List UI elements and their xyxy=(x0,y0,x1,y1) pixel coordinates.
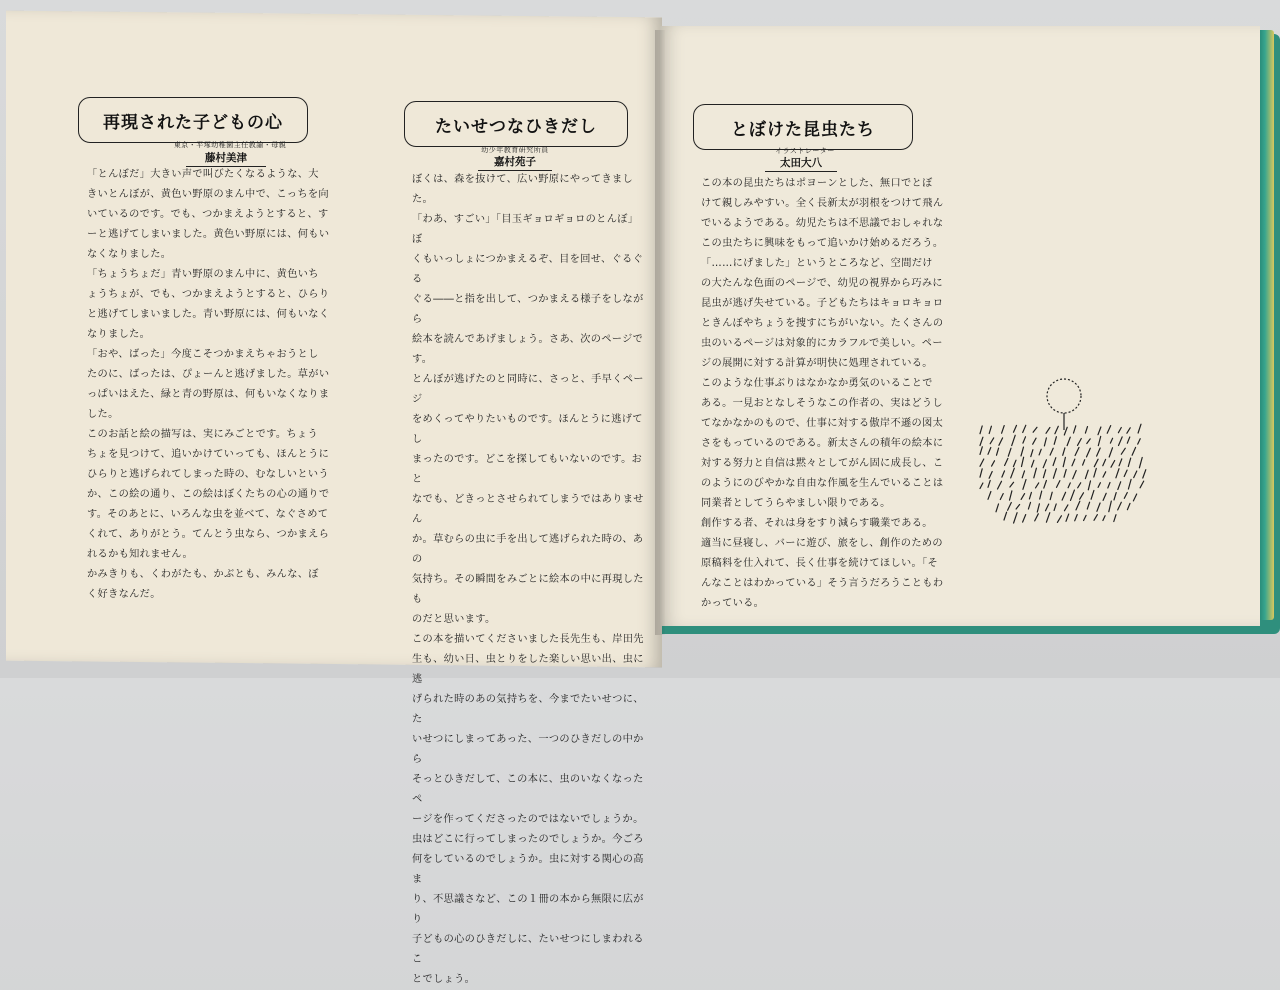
grass-stroke xyxy=(1091,491,1094,500)
grass-stroke xyxy=(1078,483,1081,488)
article-2-line: 子どもの心のひきだしに、たいせつにしまわれるこ xyxy=(412,934,644,965)
article-3-line: 虫のいるページは対象的にカラフルで美しい。ペー xyxy=(701,338,943,349)
grass-stroke xyxy=(1138,439,1141,444)
article-2-line: 虫はどこに行ってしまったのでしょうか。今ごろ xyxy=(412,834,644,845)
article-1-line: ちょを見つけて、追いかけていっても、ほんとうに xyxy=(87,449,330,460)
grass-stroke xyxy=(1023,425,1026,432)
grass-stroke xyxy=(1075,515,1078,521)
grass-stroke xyxy=(1132,447,1136,455)
grass-stroke xyxy=(1083,460,1085,465)
grass-stroke xyxy=(997,448,999,455)
grass-stroke xyxy=(1098,427,1101,435)
article-3-line: さをもっているのである。新太さんの積年の絵本に xyxy=(701,438,944,449)
grass-stroke xyxy=(1066,514,1069,521)
article-2-line: とでしょう。 xyxy=(412,974,476,985)
article-1-line: と逃げてしまいました。青い野原には、何もいなく xyxy=(87,309,330,320)
grass-stroke xyxy=(1043,460,1046,468)
article-1-line: なくなりました。 xyxy=(87,249,172,260)
grass-stroke xyxy=(1114,515,1116,522)
grass-stroke xyxy=(1014,513,1018,523)
article-3-body xyxy=(701,174,953,614)
grass-stroke xyxy=(1107,426,1111,434)
grass-stroke xyxy=(1064,427,1067,435)
article-2-line: この本を描いてくださいました長先生も、岸田先 xyxy=(412,634,644,645)
grass-stroke xyxy=(1133,494,1136,501)
grass-stroke xyxy=(1063,448,1065,455)
article-2-line: げられた時のあの気持ちを、今までたいせつに、た xyxy=(412,694,644,725)
grass-stroke xyxy=(1033,438,1036,444)
article-2-line: くもいっしょにつかまえるぞ、目を回せ、ぐるぐる xyxy=(412,254,644,285)
grass-stroke xyxy=(1087,502,1089,509)
grass-stroke xyxy=(1074,426,1076,433)
article-2-line: なでも、どきっとさせられてしまうではありません xyxy=(412,494,644,525)
article-2-line: 気持ち。その瞬間をみごとに絵本の中に再現したも xyxy=(412,574,644,605)
article-1-line: 「おや、ばった」今度こそつかまえちゃおうとし xyxy=(87,349,319,360)
article-2-line: か。草むらの虫に手を出して逃げられた時の、あの xyxy=(412,534,644,565)
grass-stroke xyxy=(1076,501,1080,510)
article-3-title: とぼけた昆虫たち xyxy=(693,104,913,150)
grass-stroke xyxy=(1053,458,1056,466)
grass-stroke xyxy=(1119,459,1122,466)
article-1-line: す。そのあとに、いろんな虫を並べて、なぐさめて xyxy=(87,509,329,520)
article-3-line: 創作する者、それは身をすり減らす職業である。 xyxy=(701,518,933,529)
grass-stroke xyxy=(1055,426,1058,433)
grass-stroke xyxy=(1143,470,1146,478)
article-2-line: のだと思います。 xyxy=(412,614,496,625)
article-3-line: 「……にげました」というところなど、空間だけ xyxy=(701,258,933,269)
article-2-line: ぼくは、森を抜けて、広い野原にやってきました。 xyxy=(412,174,634,205)
grass-stroke xyxy=(1111,461,1115,468)
grass-stroke xyxy=(1008,448,1011,456)
grass-stroke xyxy=(980,447,982,455)
grass-stroke xyxy=(1084,515,1087,520)
grass-stroke xyxy=(1010,482,1014,487)
grass-stroke xyxy=(1036,483,1039,488)
grass-stroke xyxy=(1029,492,1031,499)
article-2-author: 嘉村苑子 xyxy=(478,154,552,171)
article-3-line: のようにのびやかな自由な作風を生んでいることは xyxy=(701,478,944,489)
grass-stroke xyxy=(1000,494,1003,500)
article-2-role: 幼少年教育研究所員 xyxy=(481,146,549,154)
grass-stroke xyxy=(1044,481,1047,489)
grass-stroke xyxy=(1014,425,1017,432)
article-2-line: ージを作ってくださったのではないでしょうか。 xyxy=(412,814,644,825)
grass-stroke xyxy=(1039,449,1041,455)
grass-stroke xyxy=(1004,512,1007,520)
grass-stroke xyxy=(1002,471,1005,477)
article-2-line: り、不思議さなど、この１冊の本から無限に広がり xyxy=(412,894,644,925)
article-1-line: か、この絵の通り、この絵はぼくたちの心の通りで xyxy=(87,489,330,500)
grass-stroke xyxy=(1128,458,1130,466)
grass-stroke xyxy=(1098,436,1100,445)
grass-stroke xyxy=(1002,426,1005,434)
grass-stroke xyxy=(998,481,1002,489)
article-1-line: いているのです。でも、つかまえようとすると、す xyxy=(87,209,329,220)
grass-stroke xyxy=(1103,472,1106,477)
grass-stroke xyxy=(1109,448,1112,457)
grass-stroke xyxy=(1075,447,1079,455)
grass-stroke xyxy=(988,448,991,455)
article-3-line: けて親しみやすい。全く長新太が羽根をつけて飛ん xyxy=(701,198,944,209)
grass-stroke xyxy=(1128,479,1131,489)
article-1-author: 藤村美津 xyxy=(186,150,266,167)
grass-stroke xyxy=(980,469,982,477)
grass-stroke xyxy=(1110,438,1112,443)
grass-stroke xyxy=(1124,493,1127,499)
article-3-line: 同業者としてうらやましい限りである。 xyxy=(701,498,891,509)
grass-stroke xyxy=(1087,448,1091,457)
article-3-line: 対する努力と自信は黙々としてがん固に成長し、こ xyxy=(701,458,944,469)
grass-stroke xyxy=(1021,447,1024,456)
article-1-line: く好きなんだ。 xyxy=(87,589,161,600)
article-1-title: 再現された子どもの心 xyxy=(78,97,308,143)
article-3-line: ジの展開に対する計算が明快に処理されている。 xyxy=(701,358,933,369)
grass-stroke xyxy=(1057,481,1060,488)
grass-stroke xyxy=(1023,480,1026,490)
article-1-line: した。 xyxy=(87,409,119,420)
grass-stroke xyxy=(1033,427,1037,432)
grass-stroke xyxy=(1127,428,1130,433)
grass-stroke xyxy=(1023,515,1026,523)
grass-stroke xyxy=(1085,427,1087,434)
grass-stroke xyxy=(1094,468,1097,477)
grass-stroke xyxy=(1087,439,1090,444)
grass-stroke xyxy=(1103,516,1105,521)
article-1-line: っぱいはえた、緑と青の野原は、何もいなくなりま xyxy=(87,389,330,400)
article-1-line: たのに、ばったは、ぴょーんと逃げました。草がい xyxy=(87,369,330,380)
article-3-line: この虫たちに興味をもって追いかけ始めるだろう。 xyxy=(701,238,944,249)
article-3-line: でいるようである。幼児たちは不思議でおしゃれな xyxy=(701,218,944,229)
article-3-line: 適当に昼寝し、バーに遊び、旅をし、創作のための xyxy=(701,538,943,549)
grass-stroke xyxy=(1085,470,1088,478)
grass-stroke xyxy=(1062,492,1066,500)
grass-stroke xyxy=(1054,437,1056,445)
grass-stroke xyxy=(1097,503,1100,511)
grass-stroke xyxy=(1121,448,1125,454)
article-2-line: まったのです。どこを探してもいないのです。おと xyxy=(412,454,643,485)
grass-stroke xyxy=(1134,471,1137,478)
grass-stroke xyxy=(999,438,1003,445)
article-1-line: れるかも知れません。 xyxy=(87,549,193,560)
grass-stroke xyxy=(980,426,982,434)
grass-stroke xyxy=(1103,493,1106,500)
grass-stroke xyxy=(990,438,994,444)
grass-stroke xyxy=(1139,458,1142,468)
article-1-line: なりました。 xyxy=(87,329,151,340)
article-1-line: このお話と絵の描写は、実にみごとです。ちょう xyxy=(87,429,319,440)
article-2-line: をめくってやりたいものです。ほんとうに逃げてし xyxy=(412,414,643,445)
grass-stroke xyxy=(1057,516,1061,523)
grass-stroke xyxy=(1023,437,1026,443)
grass-stroke xyxy=(1094,515,1097,521)
article-2-line: そっとひきだして、この本に、虫のいなくなったペ xyxy=(412,774,644,805)
article-2-title: たいせつなひきだし xyxy=(404,101,628,147)
article-3-line: このような仕事ぶりはなかなか勇気のいることで xyxy=(701,378,933,389)
grass-stroke xyxy=(1050,448,1053,455)
grass-stroke xyxy=(1108,483,1110,489)
grass-stroke xyxy=(1088,481,1090,490)
grass-stroke xyxy=(980,437,983,445)
grass-stroke xyxy=(1050,492,1052,499)
grass-stroke xyxy=(1078,439,1082,446)
grass-stroke xyxy=(1064,470,1066,478)
article-2-line: 何をしているのでしょうか。虫に対する関心の高ま xyxy=(412,854,644,885)
grass-stroke xyxy=(1040,491,1042,499)
grass-stroke xyxy=(1035,514,1039,521)
article-2-line: 絵本を読んであげましょう。さあ、次のページです。 xyxy=(412,334,644,365)
article-3-author: 太田大八 xyxy=(765,155,837,172)
grass-stroke xyxy=(1103,459,1106,465)
article-1-line: 「ちょうちょだ」青い野原のまん中に、黄色いち xyxy=(87,269,319,280)
grass-stroke xyxy=(1037,504,1039,512)
grass-stroke xyxy=(1011,468,1015,478)
article-2-line: いせつにしまってあった、一つのひきだしの中から xyxy=(412,734,644,765)
article-1-line: かみきりも、くわがたも、かぶとも、みんな、ぼ xyxy=(87,569,319,580)
article-2-line: とんぼが逃げたのと同時に、さっと、手早くページ xyxy=(412,374,644,405)
grass-stroke xyxy=(1116,469,1119,478)
grass-stroke xyxy=(1124,470,1127,476)
grass-stroke xyxy=(1046,504,1049,511)
article-3-line: ある。一見おとなしそうなこの作者の、実はどうし xyxy=(701,398,943,409)
grass-stroke xyxy=(1097,448,1101,456)
grass-stroke xyxy=(1005,458,1008,465)
grass-stroke xyxy=(1094,459,1098,467)
article-3-line: ときんぼやちょうを捜すにちがいない。たくさんの xyxy=(701,318,944,329)
grass-stroke xyxy=(992,461,995,466)
grass-stroke xyxy=(980,459,984,466)
grass-stroke xyxy=(988,492,991,500)
grass-stroke xyxy=(989,426,991,433)
grass-stroke xyxy=(1127,503,1130,509)
grass-stroke xyxy=(1053,469,1056,479)
grass-stroke xyxy=(1138,424,1141,433)
grass-stroke xyxy=(1022,457,1024,466)
grass-stroke xyxy=(1022,471,1024,478)
article-1-line: ーと逃げてしまいました。黄色い野原には、何もい xyxy=(87,229,330,240)
grass-stroke xyxy=(1068,483,1070,488)
grass-stroke xyxy=(1034,468,1037,478)
grass-stroke xyxy=(1065,505,1068,511)
grass-stroke xyxy=(1032,460,1034,467)
grass-stroke xyxy=(1044,438,1046,446)
grass-stroke xyxy=(1067,437,1070,445)
grass-stroke xyxy=(1016,505,1020,510)
article-3-line: んなことはわかっている」そう言うだろうこともわ xyxy=(701,578,944,589)
grass-stroke xyxy=(1072,459,1075,466)
article-2-line: ぐる――と指を出して、つかまえる様子をしながら xyxy=(412,294,644,325)
grass-stroke xyxy=(1118,502,1122,510)
article-1-body xyxy=(87,165,387,605)
grass-stroke xyxy=(1031,450,1033,457)
grass-stroke xyxy=(989,472,992,479)
grass-stroke xyxy=(1098,483,1100,488)
article-1-line: きいとんぼが、黄色い野原のまん中で、こっちを向 xyxy=(87,189,329,200)
article-1-line: 「とんぼだ」大きい声で叫びたくなるような、大 xyxy=(87,169,319,180)
grass-stroke xyxy=(1046,428,1050,434)
grass-stroke xyxy=(1043,470,1045,478)
grass-stroke xyxy=(1114,493,1116,500)
grass-stroke xyxy=(1010,491,1012,500)
article-2-body xyxy=(412,170,644,990)
grass-stroke xyxy=(1080,493,1084,499)
article-3-role: イラストレーター xyxy=(775,147,835,155)
grass-stroke xyxy=(996,504,999,512)
grass-stroke xyxy=(988,481,990,488)
grass-stroke xyxy=(1063,457,1065,466)
grass-stroke xyxy=(1013,460,1016,466)
grass-stroke xyxy=(1054,504,1056,510)
article-2-line: 生も、幼い日、虫とりをした楽しい思い出、虫に逃 xyxy=(412,654,644,685)
grass-stroke xyxy=(1118,482,1121,490)
article-1-line: ひらりと逃げられてしまった時の、むなしいという xyxy=(87,469,329,480)
grass-stroke xyxy=(1071,490,1075,500)
grass-stroke xyxy=(980,483,983,489)
article-2-line: 「わあ、すごい」「目玉ギョロギョロのとんぼ」ぼ xyxy=(412,214,639,245)
article-3-line: かっている。 xyxy=(701,598,765,609)
article-1-line: くれて、ありがとう。てんとう虫なら、つかまえら xyxy=(87,529,330,540)
grass-stroke xyxy=(1119,437,1123,446)
grass-stroke xyxy=(1008,503,1012,511)
article-3-line: てなかなかのもので、仕事に対する傲岸不遜の図太 xyxy=(701,418,944,429)
grass-stroke xyxy=(1073,471,1077,479)
grass-stroke xyxy=(1109,501,1112,512)
article-3-line: 昆虫が逃げ失せている。子どもたちはキョロキョロ xyxy=(701,298,944,309)
article-3-line: 原稿料を仕入れて、長く仕事を続けてほしい。「そ xyxy=(701,558,939,569)
book-gutter xyxy=(655,30,665,635)
tree-grass-illustration xyxy=(974,370,1149,535)
article-3-line: の大たんな色面のページで、幼児の視界から巧みに xyxy=(701,278,943,289)
article-1-line: ょうちょが、でも、つかまえようとすると、ひらり xyxy=(87,289,330,300)
grass-stroke xyxy=(1046,513,1049,523)
article-3-line: この本の昆虫たちはポヨーンとした、無口でとぼ xyxy=(701,178,933,189)
grass-stroke xyxy=(1118,428,1121,433)
grass-stroke xyxy=(1012,435,1016,445)
grass-stroke xyxy=(1127,437,1130,443)
grass-stroke xyxy=(1140,481,1144,488)
grass-stroke xyxy=(1021,494,1025,500)
grass-stroke xyxy=(1028,502,1030,509)
article-1-role: 東京・平塚幼稚園主任教諭・母親 xyxy=(173,141,287,149)
